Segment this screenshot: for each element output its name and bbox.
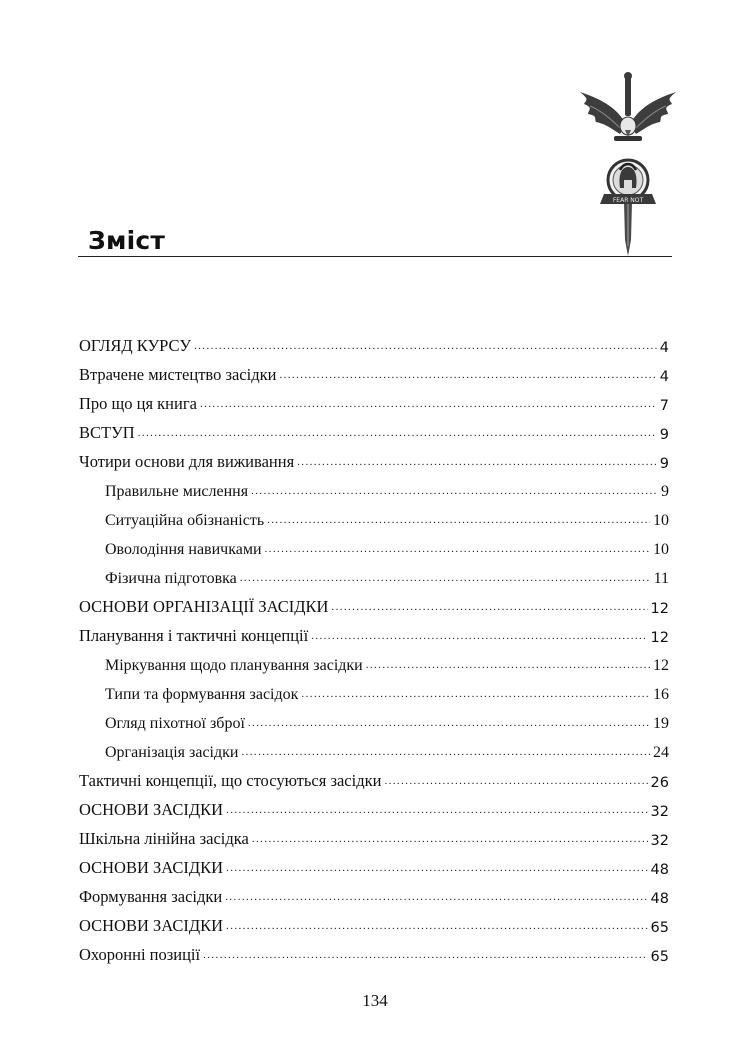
- toc-entry-page: 26: [650, 775, 669, 791]
- toc-entry-title: ОСНОВИ ОРГАНІЗАЦІЇ ЗАСІДКИ: [79, 597, 329, 616]
- toc-entry[interactable]: [79, 907, 669, 936]
- toc-entry-page: 48: [650, 862, 669, 878]
- toc-entry-title: Фізична підготовка: [105, 570, 237, 587]
- toc-entry-title: Оволодіння навичками: [105, 541, 262, 558]
- page-number: 134: [362, 991, 388, 1010]
- table-of-contents: [79, 327, 669, 965]
- dot-leader: [138, 428, 657, 443]
- toc-entry-title: Шкільна лінійна засідка: [79, 829, 249, 848]
- toc-entry[interactable]: [79, 443, 669, 472]
- toc-entry-title: Планування і тактичні концепції: [79, 626, 309, 645]
- dot-leader: [203, 950, 647, 965]
- dot-leader: [226, 921, 648, 936]
- dot-leader: [241, 747, 650, 762]
- toc-entry-page: 4: [659, 369, 669, 385]
- toc-entry-page: 9: [661, 483, 669, 500]
- toc-entry[interactable]: [79, 356, 669, 385]
- toc-entry-page: 12: [653, 657, 669, 674]
- toc-entry[interactable]: [79, 762, 669, 791]
- toc-entry[interactable]: [79, 501, 669, 530]
- dot-leader: [200, 399, 657, 414]
- ribbon-text: FEAR NOT: [612, 197, 644, 204]
- toc-entry[interactable]: [79, 820, 669, 849]
- toc-entry-page: 10: [653, 541, 669, 558]
- dot-leader: [267, 515, 650, 530]
- toc-entry-title: Охоронні позиції: [79, 945, 201, 964]
- dot-leader: [251, 486, 658, 501]
- toc-entry-title: Типи та формування засідок: [105, 686, 299, 703]
- toc-heading: Зміст: [88, 226, 166, 255]
- toc-entry-page: 11: [653, 570, 669, 587]
- toc-entry[interactable]: [79, 327, 669, 356]
- toc-entry[interactable]: [79, 472, 669, 501]
- toc-entry-title: ОСНОВИ ЗАСІДКИ: [79, 858, 224, 877]
- toc-entry[interactable]: [79, 849, 669, 878]
- toc-entry[interactable]: [79, 559, 669, 588]
- toc-entry[interactable]: [79, 791, 669, 820]
- toc-entry-page: 10: [653, 512, 669, 529]
- dot-leader: [265, 544, 650, 559]
- dot-leader: [240, 573, 651, 588]
- toc-entry-title: Міркування щодо планування засідки: [105, 657, 363, 674]
- toc-entry-title: ОГЛЯД КУРСУ: [79, 336, 191, 355]
- sword-eagle-emblem-icon: [576, 70, 680, 260]
- toc-entry-page: 4: [659, 340, 669, 356]
- toc-entry-page: 65: [650, 949, 669, 965]
- toc-entry[interactable]: [79, 878, 669, 907]
- dot-leader: [252, 834, 648, 849]
- toc-entry[interactable]: [79, 588, 669, 617]
- dot-leader: [331, 602, 647, 617]
- toc-entry[interactable]: [79, 675, 669, 704]
- toc-entry-title: Огляд піхотної зброї: [105, 715, 245, 732]
- toc-entry-title: Про що ця книга: [79, 394, 197, 413]
- dot-leader: [226, 863, 648, 878]
- toc-entry-page: 7: [659, 398, 669, 414]
- toc-entry-title: ВСТУП: [79, 423, 135, 442]
- toc-entry-page: 65: [650, 920, 669, 936]
- heading-rule: [78, 256, 672, 257]
- toc-entry-title: Чотири основи для виживання: [79, 452, 295, 471]
- toc-entry-page: 9: [659, 456, 669, 472]
- toc-entry[interactable]: [79, 936, 669, 965]
- toc-entry[interactable]: [79, 530, 669, 559]
- toc-entry[interactable]: [79, 733, 669, 762]
- toc-entry-page: 9: [659, 427, 669, 443]
- toc-entry-page: 48: [650, 891, 669, 907]
- toc-entry[interactable]: [79, 385, 669, 414]
- dot-leader: [194, 341, 657, 356]
- dot-leader: [301, 689, 650, 704]
- toc-entry-page: 12: [650, 630, 669, 646]
- toc-entry-page: 16: [653, 686, 669, 703]
- dot-leader: [366, 660, 650, 675]
- toc-entry-title: Формування засідки: [79, 887, 223, 906]
- toc-entry-title: Правильне мислення: [105, 483, 249, 500]
- toc-entry[interactable]: [79, 646, 669, 675]
- toc-entry[interactable]: [79, 617, 669, 646]
- toc-entry-title: Втрачене мистецтво засідки: [79, 365, 277, 384]
- dot-leader: [384, 776, 647, 791]
- toc-entry-page: 32: [650, 833, 669, 849]
- dot-leader: [225, 892, 647, 907]
- toc-entry-page: 19: [653, 715, 669, 732]
- toc-entry-page: 24: [653, 744, 669, 761]
- toc-entry-title: Тактичні концепції, що стосуються засідки: [79, 771, 382, 790]
- dot-leader: [226, 805, 648, 820]
- toc-entry-title: Організація засідки: [105, 744, 239, 761]
- toc-entry[interactable]: [79, 704, 669, 733]
- dot-leader: [248, 718, 650, 733]
- toc-entry-title: ОСНОВИ ЗАСІДКИ: [79, 916, 224, 935]
- toc-entry-page: 12: [650, 601, 669, 617]
- dot-leader: [279, 370, 656, 385]
- dot-leader: [311, 631, 647, 646]
- toc-entry-page: 32: [650, 804, 669, 820]
- toc-entry[interactable]: [79, 414, 669, 443]
- dot-leader: [297, 457, 657, 472]
- toc-entry-title: Ситуаційна обізнаність: [105, 512, 265, 529]
- toc-entry-title: ОСНОВИ ЗАСІДКИ: [79, 800, 224, 819]
